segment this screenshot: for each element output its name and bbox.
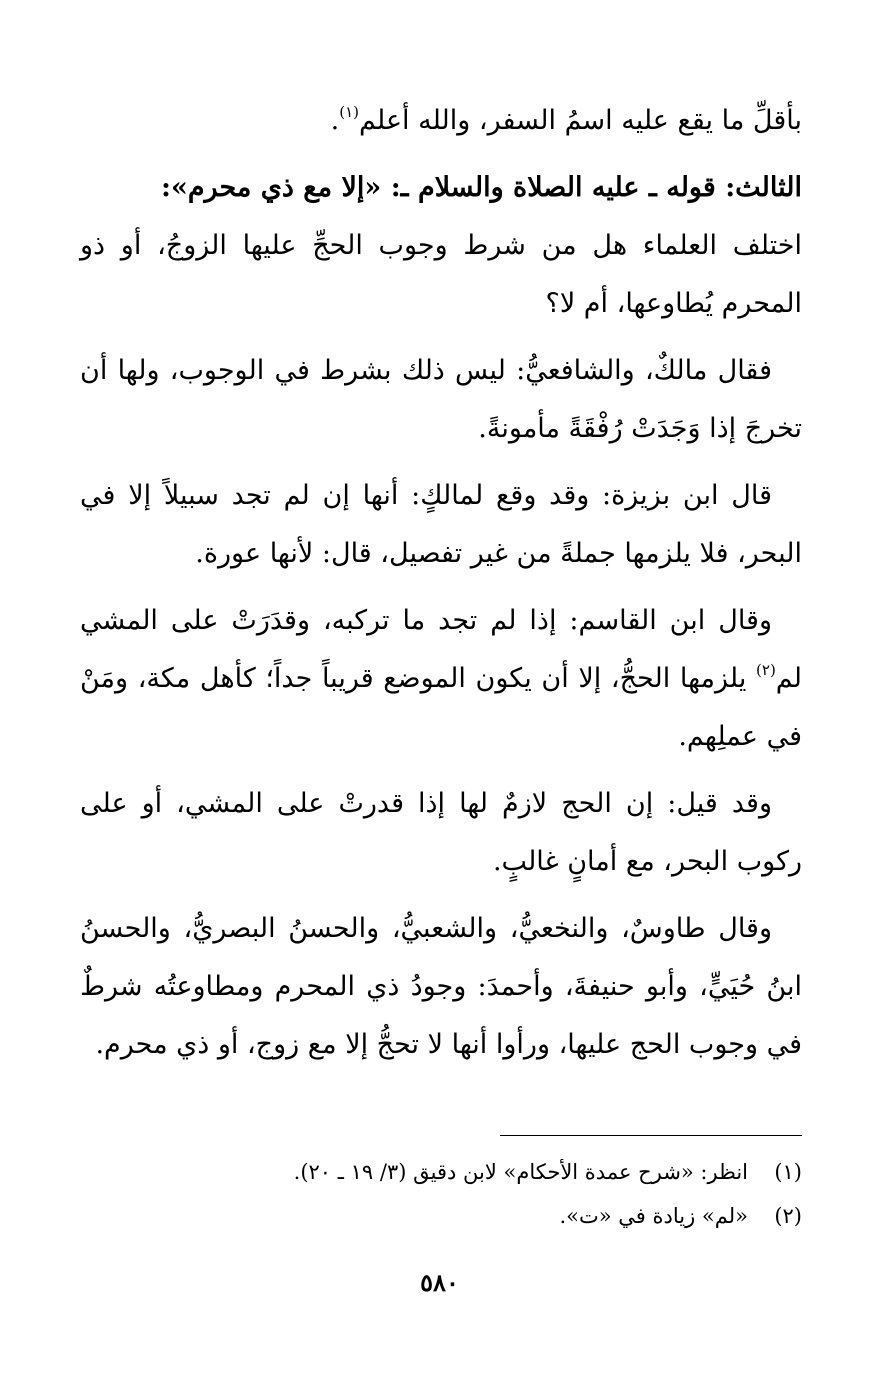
section-heading: الثالث: قوله ـ عليه الصلاة والسلام ـ: «إلا مع ذي محرم»: <box>160 172 802 203</box>
footnote-2 <box>80 1194 802 1238</box>
footnote-2-text: «لم» زيادة في «ت». <box>559 1204 748 1228</box>
footnote-2-number: (٢) <box>774 1204 802 1228</box>
paragraph-2-text: اختلف العلماء هل من شرط وجوب الحجِّ عليها الزوجُ، أو ذو المحرم يُطاوعها، أم لا؟ <box>80 230 802 319</box>
footnote-ref-2: (٢) <box>756 661 776 679</box>
paragraph-1 <box>80 92 802 150</box>
footnote-ref-1: (١) <box>339 103 360 121</box>
paragraph-5 <box>80 592 802 766</box>
paragraph-5-tail: يلزمها الحجُّ، إلا أن يكون الموضع قريباً جداً؛ كأهل مكة، ومَنْ في عملِهم. <box>80 663 802 752</box>
paragraph-1-text: بأقلِّ ما يقع عليه اسمُ السفر، والله أعلم <box>359 105 802 136</box>
footnote-divider <box>500 1135 802 1136</box>
paragraph-6: وقد قيل: إن الحج لازمٌ لها إذا قدرتْ على المشي، أو على ركوب البحر، مع أمانٍ غالبٍ. <box>80 788 802 877</box>
paragraph-2 <box>80 159 802 333</box>
footnote-1-text: انظر: «شرح عمدة الأحكام» لابن دقيق (٣/ ١٩ ـ ٢٠). <box>293 1160 748 1184</box>
footnote-1 <box>80 1150 802 1194</box>
paragraph-3: فقال مالكٌ، والشافعيُّ: ليس ذلك بشرط في الوجوب، ولها أن تخرجَ إذا وَجَدَتْ رُفْقَةً مأمونةً. <box>80 355 802 444</box>
footnote-1-number: (١) <box>774 1160 802 1184</box>
paragraph-7: وقال طاوسٌ، والنخعيُّ، والشعبيُّ، والحسنُ البصريُّ، والحسنُ ابنُ حُيَيٍّ، وأبو حنيفةَ، وأحمدَ: وجودُ ذي المحرم ومطاوعتُه شرطٌ في وجوب الحج عليها، ورأوا أنها لا تحجُّ إلا مع زوج، أو ذي محرم. <box>80 913 802 1060</box>
main-text <box>80 92 802 1083</box>
footnotes <box>80 1150 802 1238</box>
paragraph-5-text: وقال ابن القاسم: إذا لم تجد ما تركبه، وقدَرَتْ على المشي لم <box>80 605 802 694</box>
paragraph-1-tail: . <box>330 105 340 136</box>
paragraph-4: قال ابن بزيزة: وقد وقع لمالكٍ: أنها إن لم تجد سبيلاً إلا في البحر، فلا يلزمها جملةً من غير تفصيل، قال: لأنها عورة. <box>80 480 802 569</box>
page-number: ٥٨٠ <box>420 1268 459 1297</box>
